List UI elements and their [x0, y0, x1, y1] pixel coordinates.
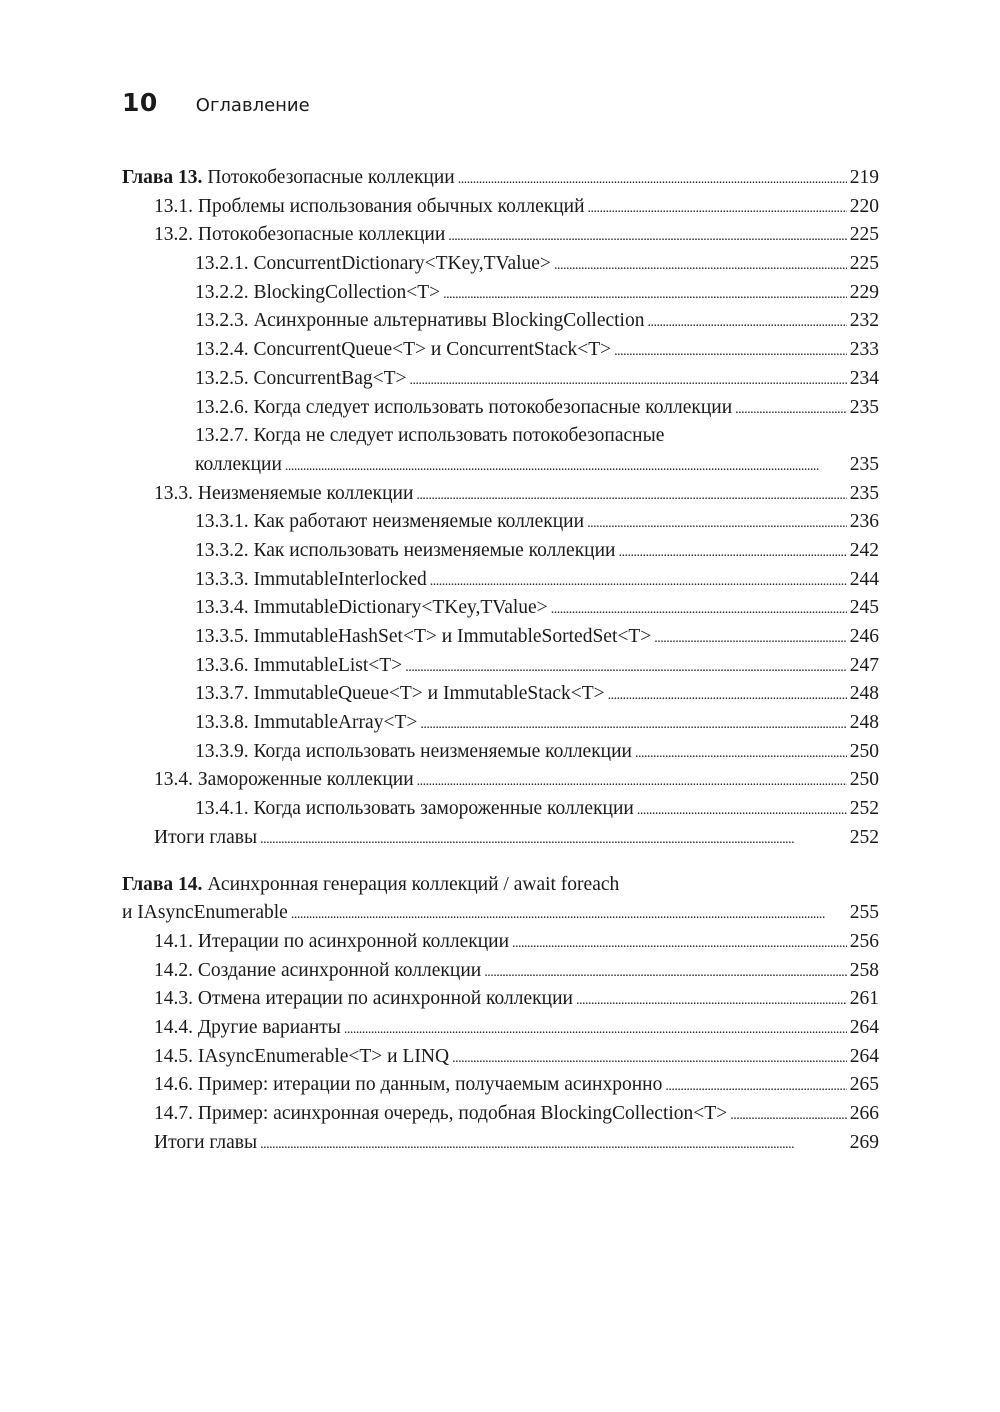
toc-entry — [122, 480, 879, 509]
dot-leader — [576, 985, 847, 1016]
page-ref: 258 — [849, 959, 879, 981]
toc-entry — [122, 928, 879, 957]
page-ref: 264 — [849, 1016, 879, 1038]
toc-chapter — [122, 871, 879, 1158]
toc-entry — [122, 250, 879, 279]
dot-leader — [430, 566, 847, 597]
page-ref: 219 — [849, 167, 879, 188]
dot-leader — [448, 221, 846, 252]
page-ref: 229 — [849, 281, 879, 303]
page-ref: 266 — [849, 1103, 879, 1124]
page-ref: 248 — [849, 683, 879, 705]
entry-title: 14.2. Создание асинхронной коллекции — [154, 959, 482, 981]
toc-entry — [122, 1129, 879, 1158]
entry-title: 13.2.1. ConcurrentDictionary<TKey,TValue> — [195, 253, 551, 275]
page-ref: 235 — [849, 396, 879, 418]
entry-title: 13.3. Неизменяемые коллекции — [154, 482, 414, 504]
chapter-heading-text — [122, 164, 455, 193]
entry-title: 13.2.2. BlockingCollection<T> — [195, 281, 441, 303]
dot-leader — [420, 709, 846, 740]
page-ref: 233 — [849, 339, 879, 361]
page-ref: 264 — [849, 1045, 879, 1067]
dot-leader — [618, 537, 846, 568]
entry-title: 13.4. Замороженные коллекции — [154, 769, 414, 791]
running-head: Оглавление — [195, 95, 310, 116]
entry-title: 13.2.5. ConcurrentBag<T> — [195, 367, 407, 389]
dot-leader — [551, 594, 847, 625]
dot-leader — [587, 508, 847, 539]
toc-entry — [122, 594, 879, 623]
entry-title-continued: коллекции — [195, 453, 282, 475]
toc-chapter-heading — [122, 871, 879, 928]
page-ref: 255 — [849, 902, 879, 924]
entry-title: 13.1. Проблемы использования обычных коллекций — [154, 195, 585, 217]
toc-entry — [122, 1071, 879, 1100]
page-ref: 250 — [849, 769, 879, 791]
toc-entry — [122, 365, 879, 394]
toc-entry — [122, 307, 879, 336]
dot-leader — [730, 1100, 847, 1131]
toc-entry — [122, 985, 879, 1014]
page-ref: 252 — [849, 826, 879, 848]
toc-entry — [122, 336, 879, 365]
dot-leader — [416, 480, 846, 511]
toc-entry-line — [195, 422, 879, 451]
entry-title: 14.5. IAsyncEnumerable<T> и LINQ — [154, 1045, 450, 1067]
dot-leader — [647, 307, 846, 338]
toc-entry — [122, 279, 879, 308]
dot-leader — [344, 1014, 847, 1045]
toc-chapter-heading-line — [122, 871, 879, 900]
toc-entry — [122, 824, 879, 853]
page-ref: 252 — [849, 798, 879, 820]
entry-title: 13.2.7. Когда не следует использовать потокобезопасные — [195, 425, 665, 447]
chapter-title-continued: и IAsyncEnumerable — [122, 902, 288, 924]
dot-leader — [665, 1071, 846, 1102]
entry-title: 13.3.4. ImmutableDictionary<TKey,TValue> — [195, 597, 548, 619]
toc-entry — [122, 537, 879, 566]
dot-leader — [484, 957, 847, 988]
toc-entry — [122, 193, 879, 222]
toc-entry — [122, 1014, 879, 1043]
page-ref: 236 — [849, 511, 879, 533]
toc-entry — [122, 508, 879, 537]
entry-title: 13.3.3. ImmutableInterlocked — [195, 568, 427, 590]
toc-entry — [122, 957, 879, 986]
page-header — [122, 88, 310, 117]
toc-entry — [122, 795, 879, 824]
toc-entry — [122, 766, 879, 795]
dot-leader — [452, 1043, 847, 1074]
page-ref: 232 — [849, 310, 879, 332]
dot-leader — [410, 365, 847, 396]
toc-entry — [122, 566, 879, 595]
entry-title: 13.3.6. ImmutableList<T> — [195, 654, 403, 676]
dot-leader — [260, 824, 847, 855]
dot-leader — [291, 899, 847, 930]
table-of-contents — [122, 164, 879, 1157]
entry-title: 13.3.9. Когда использовать неизменяемые коллекции — [195, 740, 632, 762]
toc-entry — [122, 623, 879, 652]
toc-entry — [122, 221, 879, 250]
entry-title: 14.4. Другие варианты — [154, 1016, 341, 1038]
entry-title: Итоги главы — [154, 826, 258, 848]
page-ref: 247 — [849, 654, 879, 676]
dot-leader — [637, 795, 847, 826]
dot-leader — [735, 394, 847, 425]
page-ref: 256 — [849, 930, 879, 952]
entry-title: 13.3.8. ImmutableArray<T> — [195, 712, 418, 734]
toc-entry — [122, 394, 879, 423]
entry-title: 13.4.1. Когда использовать замороженные коллекции — [195, 798, 634, 820]
page-ref: 225 — [849, 253, 879, 275]
page-ref: 265 — [849, 1074, 879, 1096]
page-ref: 248 — [849, 712, 879, 734]
entry-title: 13.3.1. Как работают неизменяемые коллекции — [195, 511, 585, 533]
entry-title: 14.6. Пример: итерации по данным, получаемым асинхронно — [154, 1074, 663, 1096]
toc-chapter — [122, 164, 879, 853]
dot-leader — [654, 623, 846, 654]
toc-entry — [122, 422, 879, 479]
dot-leader — [614, 336, 847, 367]
dot-leader — [458, 164, 847, 195]
entry-title: 13.3.2. Как использовать неизменяемые коллекции — [195, 539, 616, 561]
dot-leader — [608, 680, 847, 711]
dot-leader — [635, 738, 847, 769]
toc-entry — [122, 1043, 879, 1072]
page-number: 10 — [122, 88, 158, 117]
dot-leader — [512, 928, 847, 959]
entry-title: 13.2.6. Когда следует использовать потокобезопасные коллекции — [195, 396, 733, 418]
page-ref: 235 — [849, 453, 879, 475]
page-ref: 250 — [849, 740, 879, 762]
page-ref: 245 — [849, 597, 879, 619]
toc-entry — [122, 709, 879, 738]
page-ref: 269 — [849, 1131, 879, 1153]
toc-entry-line — [195, 451, 879, 480]
entry-title: 13.2.3. Асинхронные альтернативы BlockingCollection — [195, 310, 645, 332]
dot-leader — [285, 451, 847, 482]
entry-title: 13.3.7. ImmutableQueue<T> и ImmutableStack<T> — [195, 683, 605, 705]
entry-title: 14.1. Итерации по асинхронной коллекции — [154, 930, 510, 952]
toc-chapter-heading-line — [122, 899, 879, 928]
page-ref: 225 — [849, 224, 879, 246]
page-ref: 235 — [849, 482, 879, 504]
dot-leader — [260, 1129, 847, 1160]
page-ref: 220 — [849, 195, 879, 217]
chapter-label: Глава 13. — [122, 167, 203, 188]
entry-title: 13.2.4. ConcurrentQueue<T> и ConcurrentStack<T> — [195, 339, 612, 361]
toc-entry — [122, 738, 879, 767]
toc-entry — [122, 680, 879, 709]
dot-leader — [417, 766, 847, 797]
chapter-title: Асинхронная генерация коллекций / await foreach — [207, 873, 620, 895]
entry-title: 14.7. Пример: асинхронная очередь, подобная BlockingCollection<T> — [154, 1103, 728, 1124]
page-ref: 261 — [849, 988, 879, 1010]
entry-title: 13.2. Потокобезопасные коллекции — [154, 224, 446, 246]
toc-entry — [122, 652, 879, 681]
chapter-label: Глава 14. — [122, 873, 203, 895]
page-ref: 234 — [849, 367, 879, 389]
entry-title: 13.3.5. ImmutableHashSet<T> и ImmutableSortedSet<T> — [195, 626, 652, 647]
entry-title: 14.3. Отмена итерации по асинхронной коллекции — [154, 988, 573, 1010]
page-ref: 242 — [849, 539, 879, 561]
dot-leader — [405, 652, 847, 683]
dot-leader — [554, 250, 847, 281]
toc-entry — [122, 1100, 879, 1129]
dot-leader — [588, 193, 847, 224]
toc-chapter-heading — [122, 164, 879, 193]
entry-title: Итоги главы — [154, 1131, 258, 1153]
dot-leader — [443, 279, 847, 310]
page-ref: 246 — [849, 626, 879, 647]
chapter-title: Потокобезопасные коллекции — [207, 167, 455, 188]
page-ref: 244 — [849, 568, 879, 590]
